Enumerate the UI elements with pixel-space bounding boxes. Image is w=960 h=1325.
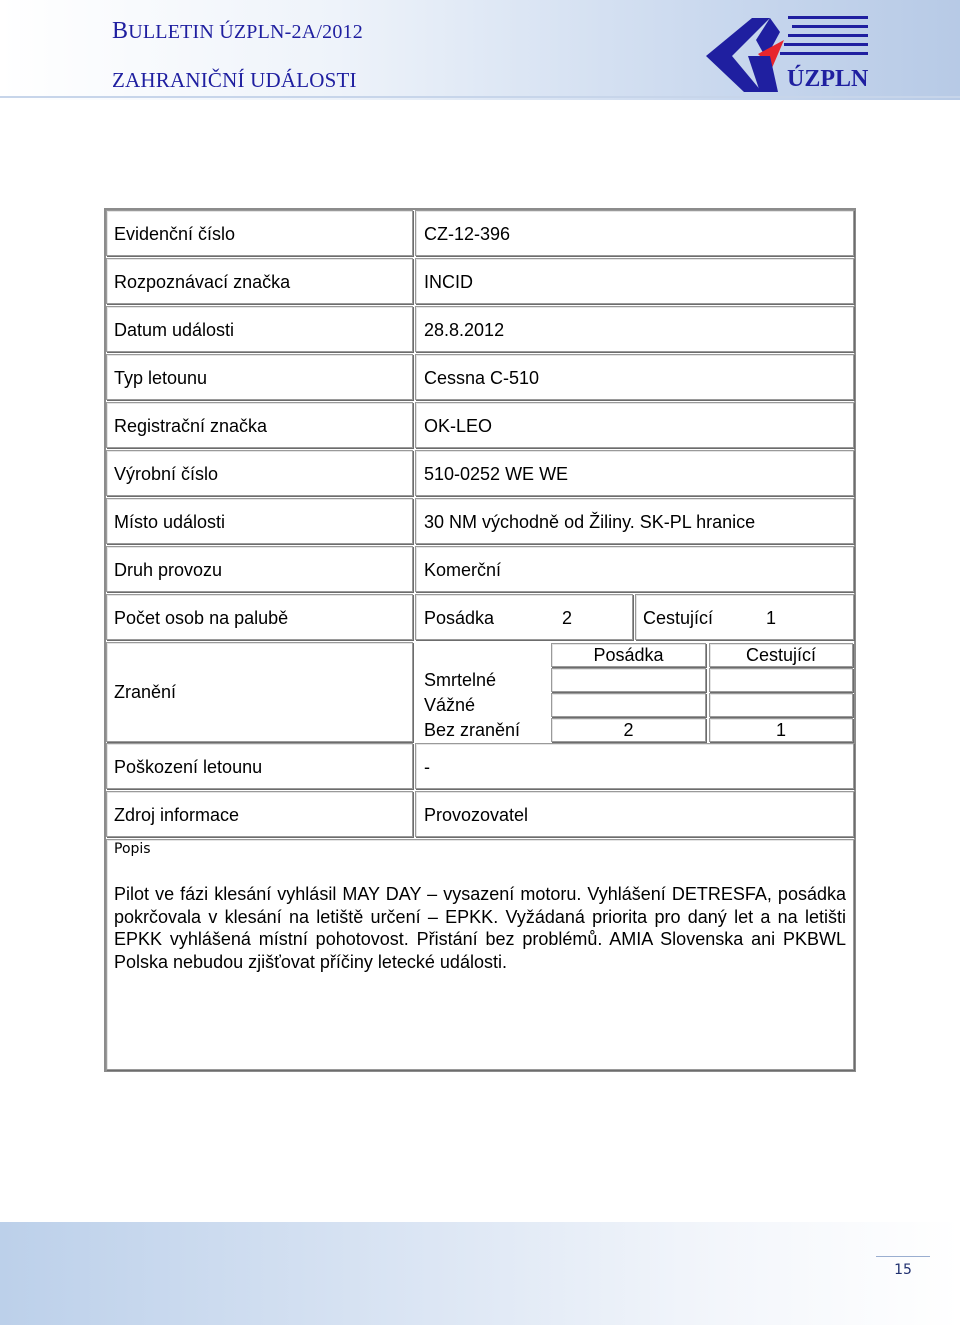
recognition-mark-label: Rozpoznávací značka (114, 272, 291, 292)
logo-wordmark: ÚZPLN (787, 66, 869, 92)
value-cell (415, 258, 854, 304)
page-number-rule (876, 1256, 930, 1257)
injury-col-passengers: Cestující (745, 645, 817, 665)
operation-type-label: Druh provozu (114, 560, 223, 580)
aircraft-type-label: Typ letounu (114, 368, 208, 388)
section-subtitle: ZAHRANIČNÍ UDÁLOSTI (112, 68, 357, 92)
injury-col-crew: Posádka (593, 645, 664, 665)
info-source-value: Provozovatel (424, 805, 529, 825)
event-date-value: 28.8.2012 (424, 320, 505, 340)
evidence-number-value: CZ-12-396 (424, 224, 511, 244)
info-source-label: Zdroj informace (114, 805, 240, 825)
aircraft-damage-label: Poškození letounu (114, 757, 263, 777)
crew-label: Posádka (424, 608, 495, 628)
aircraft-damage-value: - (424, 757, 430, 777)
description-label: Popis (114, 841, 151, 857)
recognition-mark-value: INCID (424, 272, 473, 292)
description-text: Pilot ve fázi klesání vyhlásil MAY DAY – vysazení motoru. Vyhlášení DETRESFA, posádka pokrčovala v klesání na letiště určení – EPKK. Vyžádaná priorita pro daný let a na letišti EPKK vyhlášená místní pohotovost. Přistání bez problémů. AMIA Slovenska ani PKBWL Polska nebudou zjišťovat příčiny letecké události. (114, 884, 846, 972)
injury-none-label: Bez zranění (424, 720, 521, 740)
footer-band (0, 1222, 960, 1325)
injury-value-cell (709, 693, 853, 717)
operation-type-value: Komerční (424, 560, 502, 580)
crew-count: 2 (562, 608, 573, 628)
aircraft-type-value: Cessna C-510 (424, 368, 540, 388)
persons-on-board-label: Počet osob na palubě (114, 608, 289, 628)
registration-label: Registrační značka (114, 416, 268, 436)
value-cell (415, 743, 854, 789)
injuries-label: Zranění (114, 682, 177, 702)
passengers-label: Cestující (643, 608, 714, 628)
event-place-label: Místo události (114, 512, 226, 532)
event-place-value: 30 NM východně od Žiliny. SK-PL hranice (424, 512, 756, 532)
evidence-number-label: Evidenční číslo (114, 224, 236, 244)
page-number: 15 (894, 1262, 912, 1278)
injury-value-cell (551, 693, 706, 717)
registration-value: OK-LEO (424, 416, 493, 436)
injury-value-cell (551, 668, 706, 692)
serial-number-label: Výrobní číslo (114, 464, 219, 484)
injury-none-passengers: 1 (775, 720, 786, 740)
bulletin-title: BULLETIN ÚZPLN-2A/2012 (112, 18, 363, 44)
injury-serious-label: Vážné (424, 695, 476, 715)
injury-fatal-label: Smrtelné (424, 670, 497, 690)
injury-value-cell (709, 668, 853, 692)
passengers-count: 1 (766, 608, 777, 628)
serial-number-value: 510-0252 WE WE (424, 464, 569, 484)
event-date-label: Datum události (114, 320, 235, 340)
injury-none-crew: 2 (623, 720, 634, 740)
